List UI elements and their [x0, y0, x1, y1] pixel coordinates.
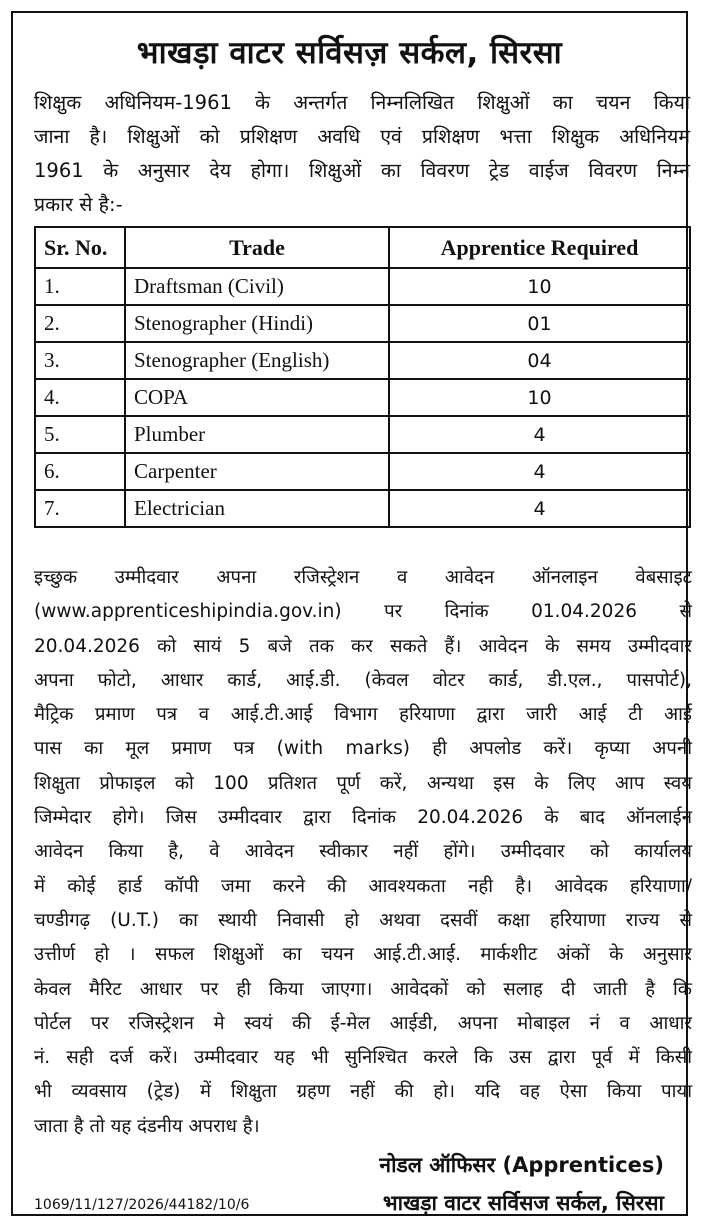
header-sr-no: Sr. No. — [35, 227, 125, 268]
table-row — [35, 416, 690, 453]
table-row — [35, 379, 690, 416]
instructions-line: नं. सही दर्ज करें। उम्मीदवार यह भी सुनिश्चित करले कि उस द्वारा पूर्व में किसी — [34, 1047, 692, 1069]
header-apprentice-required: Apprentice Required — [389, 227, 690, 268]
cell-required: 04 — [389, 342, 690, 379]
instructions-line: पोर्टल पर रजिस्ट्रेशन मे स्वयं की ई-मेल आईडी, अपना मोबाइल नं व आधार — [34, 1012, 692, 1034]
header-trade: Trade — [125, 227, 389, 268]
instructions-line: जिम्मेदार होगे। जिस उम्मीदवार द्वारा दिनांक 20.04.2026 के बाद ऑनलाईन — [34, 807, 692, 829]
signature-office: भाखड़ा वाटर सर्विसज सर्कल, सिरसा — [382, 1191, 664, 1215]
instructions-line: केवल मैरिट आधार पर ही किया जाएगा। आवेदकों को सलाह दी जाती है कि — [34, 978, 692, 1000]
instructions-line: 20.04.2026 को सायं 5 बजे तक कर सकते हैं। आवेदन के समय उम्मीदवार — [34, 635, 692, 657]
intro-line: जाना है। शिक्षुओं को प्रशिक्षण अवधि एवं प्रशिक्षण भत्ता शिक्षुक अधिनियम — [34, 125, 690, 148]
intro-line: 1961 के अनुसार देय होगा। शिक्षुओं का विवरण ट्रेड वाईज विवरण निम्न — [34, 159, 690, 182]
table-row — [35, 453, 690, 490]
cell-trade: Plumber — [125, 416, 389, 453]
cell-trade: Electrician — [125, 490, 389, 527]
instructions-line: शिक्षुता प्रोफाइल को 100 प्रतिशत पूर्ण करें, अन्यथा इस के लिए आप स्वय — [34, 772, 692, 794]
cell-required: 10 — [389, 268, 690, 305]
cell-required: 4 — [389, 490, 690, 527]
instructions-paragraph — [34, 561, 692, 1144]
table-header-row — [35, 227, 690, 268]
notice-title: भाखड़ा वाटर सर्विसज़ सर्कल, सिरसा — [136, 35, 563, 71]
intro-paragraph — [34, 86, 690, 222]
instructions-line: जाता है तो यह दंडनीय अपराध है। — [34, 1115, 260, 1137]
cell-trade: Carpenter — [125, 453, 389, 490]
table-row — [35, 268, 690, 305]
cell-sr-no: 3. — [35, 342, 125, 379]
instructions-line: इच्छुक उम्मीदवार अपना रजिस्ट्रेशन व आवेदन ऑनलाइन वेबसाइट — [34, 567, 692, 588]
signature-designation: नोडल ऑफिसर (Apprentices) — [379, 1153, 664, 1177]
cell-required: 01 — [389, 305, 690, 342]
cell-sr-no: 6. — [35, 453, 125, 490]
trades-table — [34, 226, 691, 528]
cell-sr-no: 2. — [35, 305, 125, 342]
table-row — [35, 490, 690, 527]
cell-sr-no: 1. — [35, 268, 125, 305]
notice-frame — [11, 11, 692, 1216]
cell-required: 10 — [389, 379, 690, 416]
cell-sr-no: 5. — [35, 416, 125, 453]
cell-sr-no: 7. — [35, 490, 125, 527]
instructions-line: आवेदन किया है, वे आवेदन स्वीकार नहीं होंगे। उम्मीदवार को कार्यालय — [34, 841, 692, 863]
intro-line: प्रकार से है:- — [34, 193, 123, 216]
instructions-line: में कोई हार्ड कॉपी जमा करने की आवश्यकता नही है। आवेदक हरियाणा/ — [34, 875, 692, 897]
instructions-line: भी व्यवसाय (ट्रेड) में शिक्षुता ग्रहण नहीं की हो। यदि वह ऐसा किया पाया — [34, 1081, 692, 1103]
cell-sr-no: 4. — [35, 379, 125, 416]
instructions-line: पास का मूल प्रमाण पत्र (with marks) ही अपलोड करें। कृप्या अपनी — [34, 738, 692, 760]
intro-line: शिक्षुक अधिनियम-1961 के अन्तर्गत निम्नलिखित शिक्षुओं का चयन किया — [34, 91, 690, 114]
instructions-line: चण्डीगढ़ (U.T.) का स्थायी निवासी हो अथवा दसवीं कक्षा हरियाणा राज्य से — [34, 909, 692, 931]
table-row — [35, 305, 690, 342]
instructions-line: अपना फोटो, आधार कार्ड, आई.डी. (केवल वोटर कार्ड, डी.एल., पासपोर्ट), — [34, 669, 692, 691]
cell-trade: Stenographer (Hindi) — [125, 305, 389, 342]
cell-required: 4 — [389, 453, 690, 490]
reference-number: 1069/11/127/2026/44182/10/6 — [34, 1197, 250, 1213]
cell-trade: COPA — [125, 379, 389, 416]
cell-trade: Draftsman (Civil) — [125, 268, 389, 305]
cell-trade: Stenographer (English) — [125, 342, 389, 379]
instructions-line: उत्तीर्ण हो । सफल शिक्षुओं का चयन आई.टी.आई. मार्कशीट अंकों के अनुसार — [34, 944, 692, 966]
cell-required: 4 — [389, 416, 690, 453]
table-row — [35, 342, 690, 379]
instructions-line: (www.apprenticeshipindia.gov.in) पर दिनांक 01.04.2026 से — [34, 601, 692, 623]
instructions-line: मैट्रिक प्रमाण पत्र व आई.टी.आई विभाग हरियाणा द्वारा जारी आई टी आई — [34, 704, 692, 726]
